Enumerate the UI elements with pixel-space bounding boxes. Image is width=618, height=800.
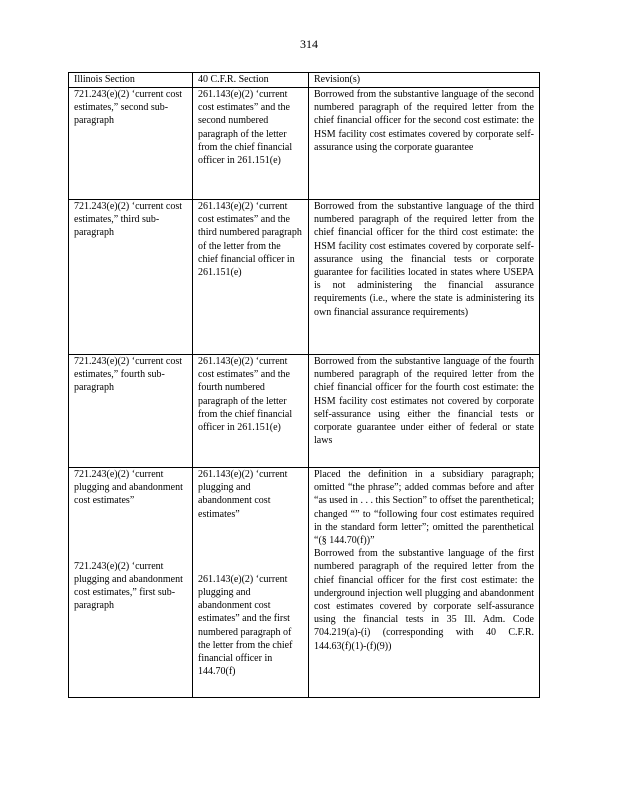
illinois-section-cell: 721.243(e)(2) ‘current cost estimates,” fourth sub-paragraph (69, 355, 193, 468)
table-row (69, 200, 540, 355)
table-row (69, 468, 540, 698)
revision-table (68, 72, 540, 698)
illinois-section-cell: 721.243(e)(2) ‘current cost estimates,” third sub-paragraph (69, 200, 193, 355)
revision-entry: Borrowed from the substantive language of the first numbered paragraph of the required letter from the chief financial officer for the first cost estimate: the underground injection well plugging and abandonment cost estimates covered by corporate self-assurance using the financial tests in 35 Ill. Adm. Code 704.219(a)-(i) (corresponding with 40 C.F.R. 144.63(f)(1)-(f)(9)) (314, 548, 534, 652)
illinois-section-cell (69, 468, 193, 698)
table-header-row (69, 73, 540, 88)
cfr-section-cell: 261.143(e)(2) ‘current cost estimates” and the second numbered paragraph of the letter from the chief financial officer in 261.151(e) (193, 88, 309, 200)
table-row (69, 88, 540, 200)
cfr-section-cell: 261.143(e)(2) ‘current cost estimates” and the third numbered paragraph of the letter from the chief financial officer in 261.151(e) (193, 200, 309, 355)
illinois-section-entry: 721.243(e)(2) ‘current plugging and abandonment cost estimates,” first sub-paragraph (74, 560, 183, 612)
header-cfr-section: 40 C.F.R. Section (193, 73, 309, 88)
page-number: 314 (300, 37, 318, 51)
header-illinois-section: Illinois Section (69, 73, 193, 88)
table-row (69, 355, 540, 468)
cfr-section-entry: 261.143(e)(2) ‘current plugging and abandonment cost estimates” and the first numbered paragraph of the letter from the chief financial officer in 144.70(f) (198, 573, 293, 678)
illinois-section-cell: 721.243(e)(2) ‘current cost estimates,” second sub-paragraph (69, 88, 193, 200)
revision-cell: Borrowed from the substantive language of the third numbered paragraph of the required letter from the chief financial officer for the third cost estimate: the HSM facility cost estimates covered by corporate self-assurance using the financial tests or corporate guarantee for facilities located in states where USEPA is not administering the financial assurance requirements (i.e., where the state is administering its own financial assurance requirements) (309, 200, 540, 355)
cfr-section-entry: 261.143(e)(2) ‘current plugging and abandonment cost estimates” (198, 469, 288, 520)
revision-cell: Borrowed from the substantive language of the second numbered paragraph of the required letter from the chief financial officer for the second cost estimate: the HSM facility cost estimates covered by corporate self-assurance using the corporate guarantee (309, 88, 540, 200)
revision-cell (309, 468, 540, 698)
revision-cell: Borrowed from the substantive language of the fourth numbered paragraph of the required letter from the chief financial officer for the fourth cost estimate: the HSM facility cost estimates not covered by corporate self-assurance using either the financial tests or corporate guarantee under either of federal or state laws (309, 355, 540, 468)
revision-entry: Placed the definition in a subsidiary paragraph; omitted “the phrase”; added commas before and after “as used in . . . this Section” to offset the parenthetical; changed “” to “following four cost estimates required in the standard form letter”; omitted the parenthetical “(§ 144.70(f))” (314, 469, 534, 547)
cfr-section-cell: 261.143(e)(2) ‘current cost estimates” and the fourth numbered paragraph of the letter from the chief financial officer in 261.151(e) (193, 355, 309, 468)
header-revisions: Revision(s) (309, 73, 540, 88)
illinois-section-entry: 721.243(e)(2) ‘current plugging and abandonment cost estimates” (74, 469, 183, 507)
cfr-section-cell (193, 468, 309, 698)
